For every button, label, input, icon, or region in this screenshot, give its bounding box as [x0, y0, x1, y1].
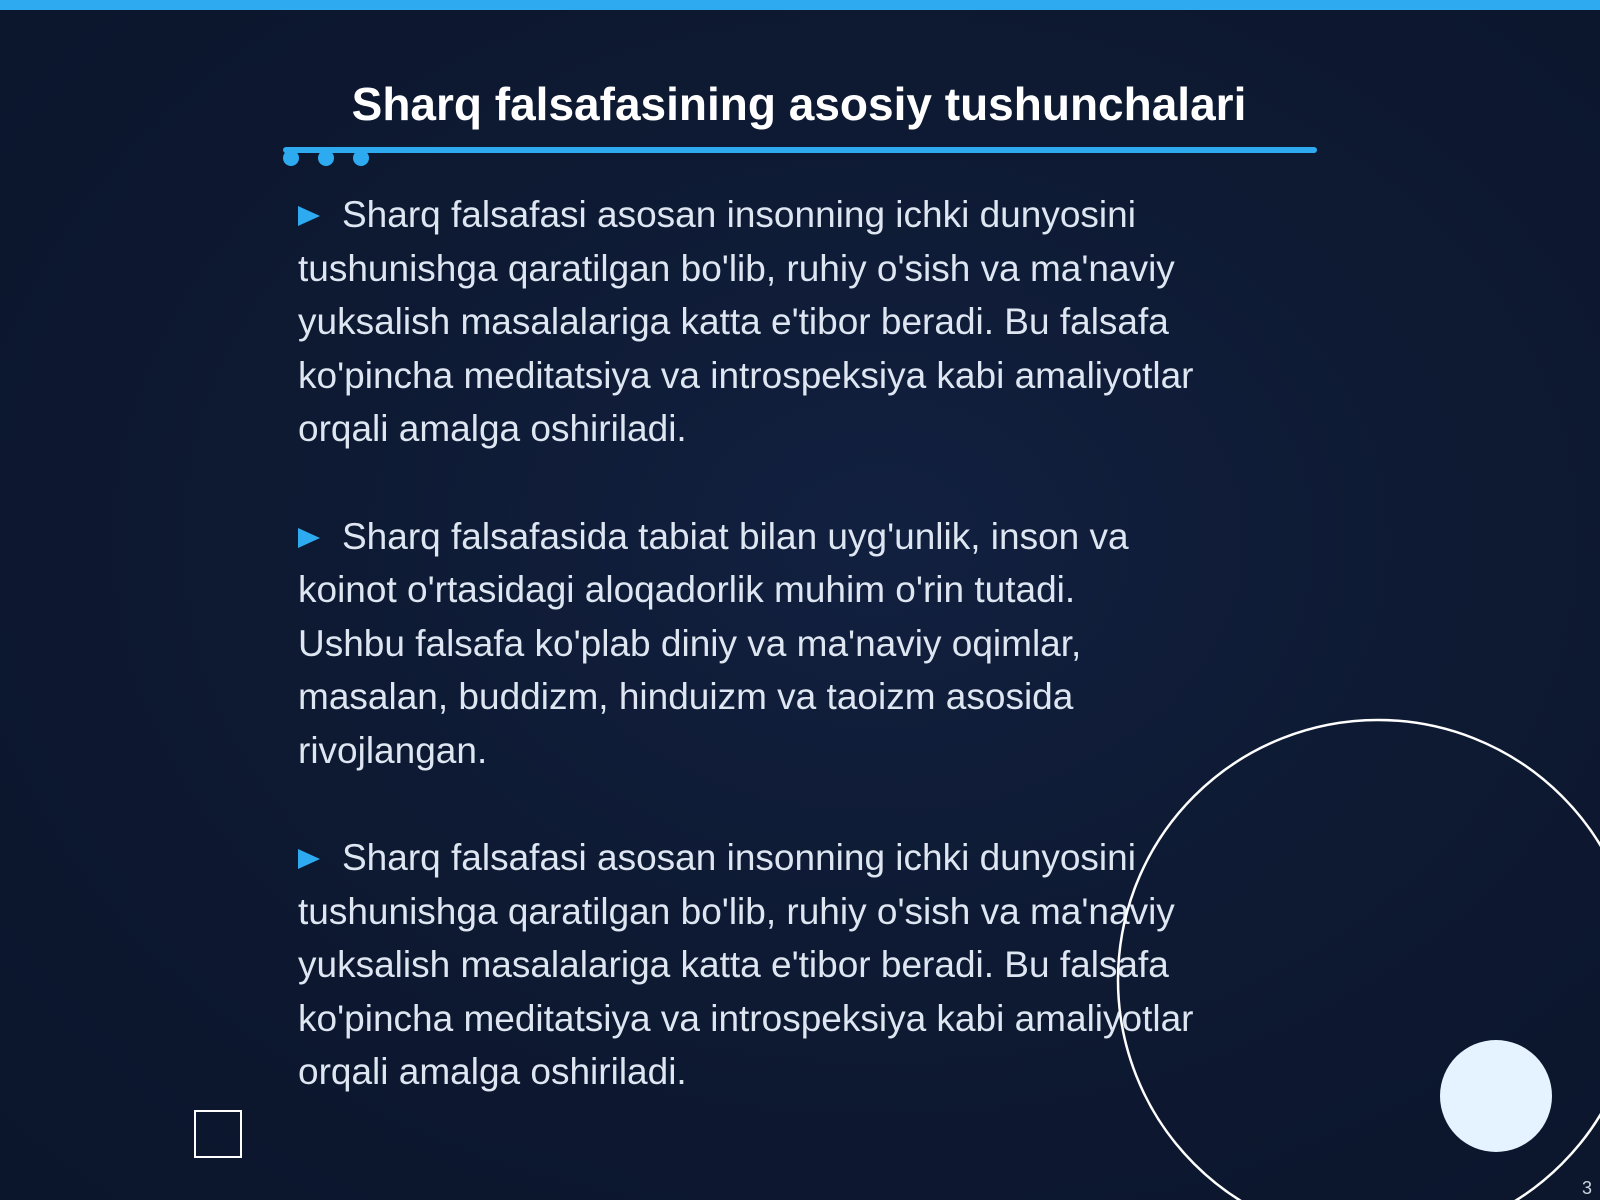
bullet-paragraph-3: [298, 831, 1308, 1099]
paragraph-line: Sharq falsafasi asosan insonning ichki dunyosini: [342, 194, 1136, 235]
top-accent-bar: [0, 0, 1600, 10]
triangle-right-icon: [298, 206, 320, 226]
title-dot-2: [318, 150, 334, 166]
title-dot-3: [353, 150, 369, 166]
bullet-paragraph-2: [298, 510, 1308, 778]
title-underline: [283, 147, 1317, 153]
paragraph-line: Sharq falsafasida tabiat bilan uyg'unlik, inson va: [342, 515, 1129, 557]
paragraph-line: Sharq falsafasi asosan insonning ichki dunyosini: [342, 837, 1136, 878]
bullet-paragraph-1: [298, 188, 1308, 456]
paragraph-line: orqali amalga oshiriladi.: [298, 1051, 687, 1092]
paragraph-line: Ushbu falsafa ko'plab diniy va ma'naviy oqimlar,: [298, 622, 1082, 664]
slide-title: Sharq falsafasining asosiy tushunchalari: [351, 78, 1247, 130]
paragraph-line: tushunishga qaratilgan bo'lib, ruhiy o'sish va ma'naviy: [298, 247, 1175, 289]
paragraph-line: ko'pincha meditatsiya va introspeksiya kabi amaliyotlar: [298, 997, 1194, 1039]
triangle-right-icon: [298, 528, 320, 548]
paragraph-line: tushunishga qaratilgan bo'lib, ruhiy o'sish va ma'naviy: [298, 890, 1175, 932]
square-outline-decoration: [194, 1110, 242, 1158]
paragraph-line: orqali amalga oshiriladi.: [298, 408, 687, 449]
triangle-right-icon: [298, 849, 320, 869]
slide-body: [298, 188, 1308, 1153]
paragraph-line: masalan, buddizm, hinduizm va taoizm asosida: [298, 676, 1074, 717]
paragraph-line: koinot o'rtasidagi aloqadorlik muhim o'rin tutadi.: [298, 569, 1076, 610]
paragraph-line: rivojlangan.: [298, 729, 488, 771]
page-number: 3: [1581, 1178, 1592, 1198]
paragraph-line: ko'pincha meditatsiya va introspeksiya kabi amaliyotlar: [298, 354, 1194, 396]
title-dot-1: [283, 150, 299, 166]
paragraph-line: yuksalish masalalariga katta e'tibor beradi. Bu falsafa: [298, 944, 1169, 985]
filled-circle-decoration: [1440, 1040, 1552, 1152]
paragraph-line: yuksalish masalalariga katta e'tibor beradi. Bu falsafa: [298, 301, 1169, 342]
